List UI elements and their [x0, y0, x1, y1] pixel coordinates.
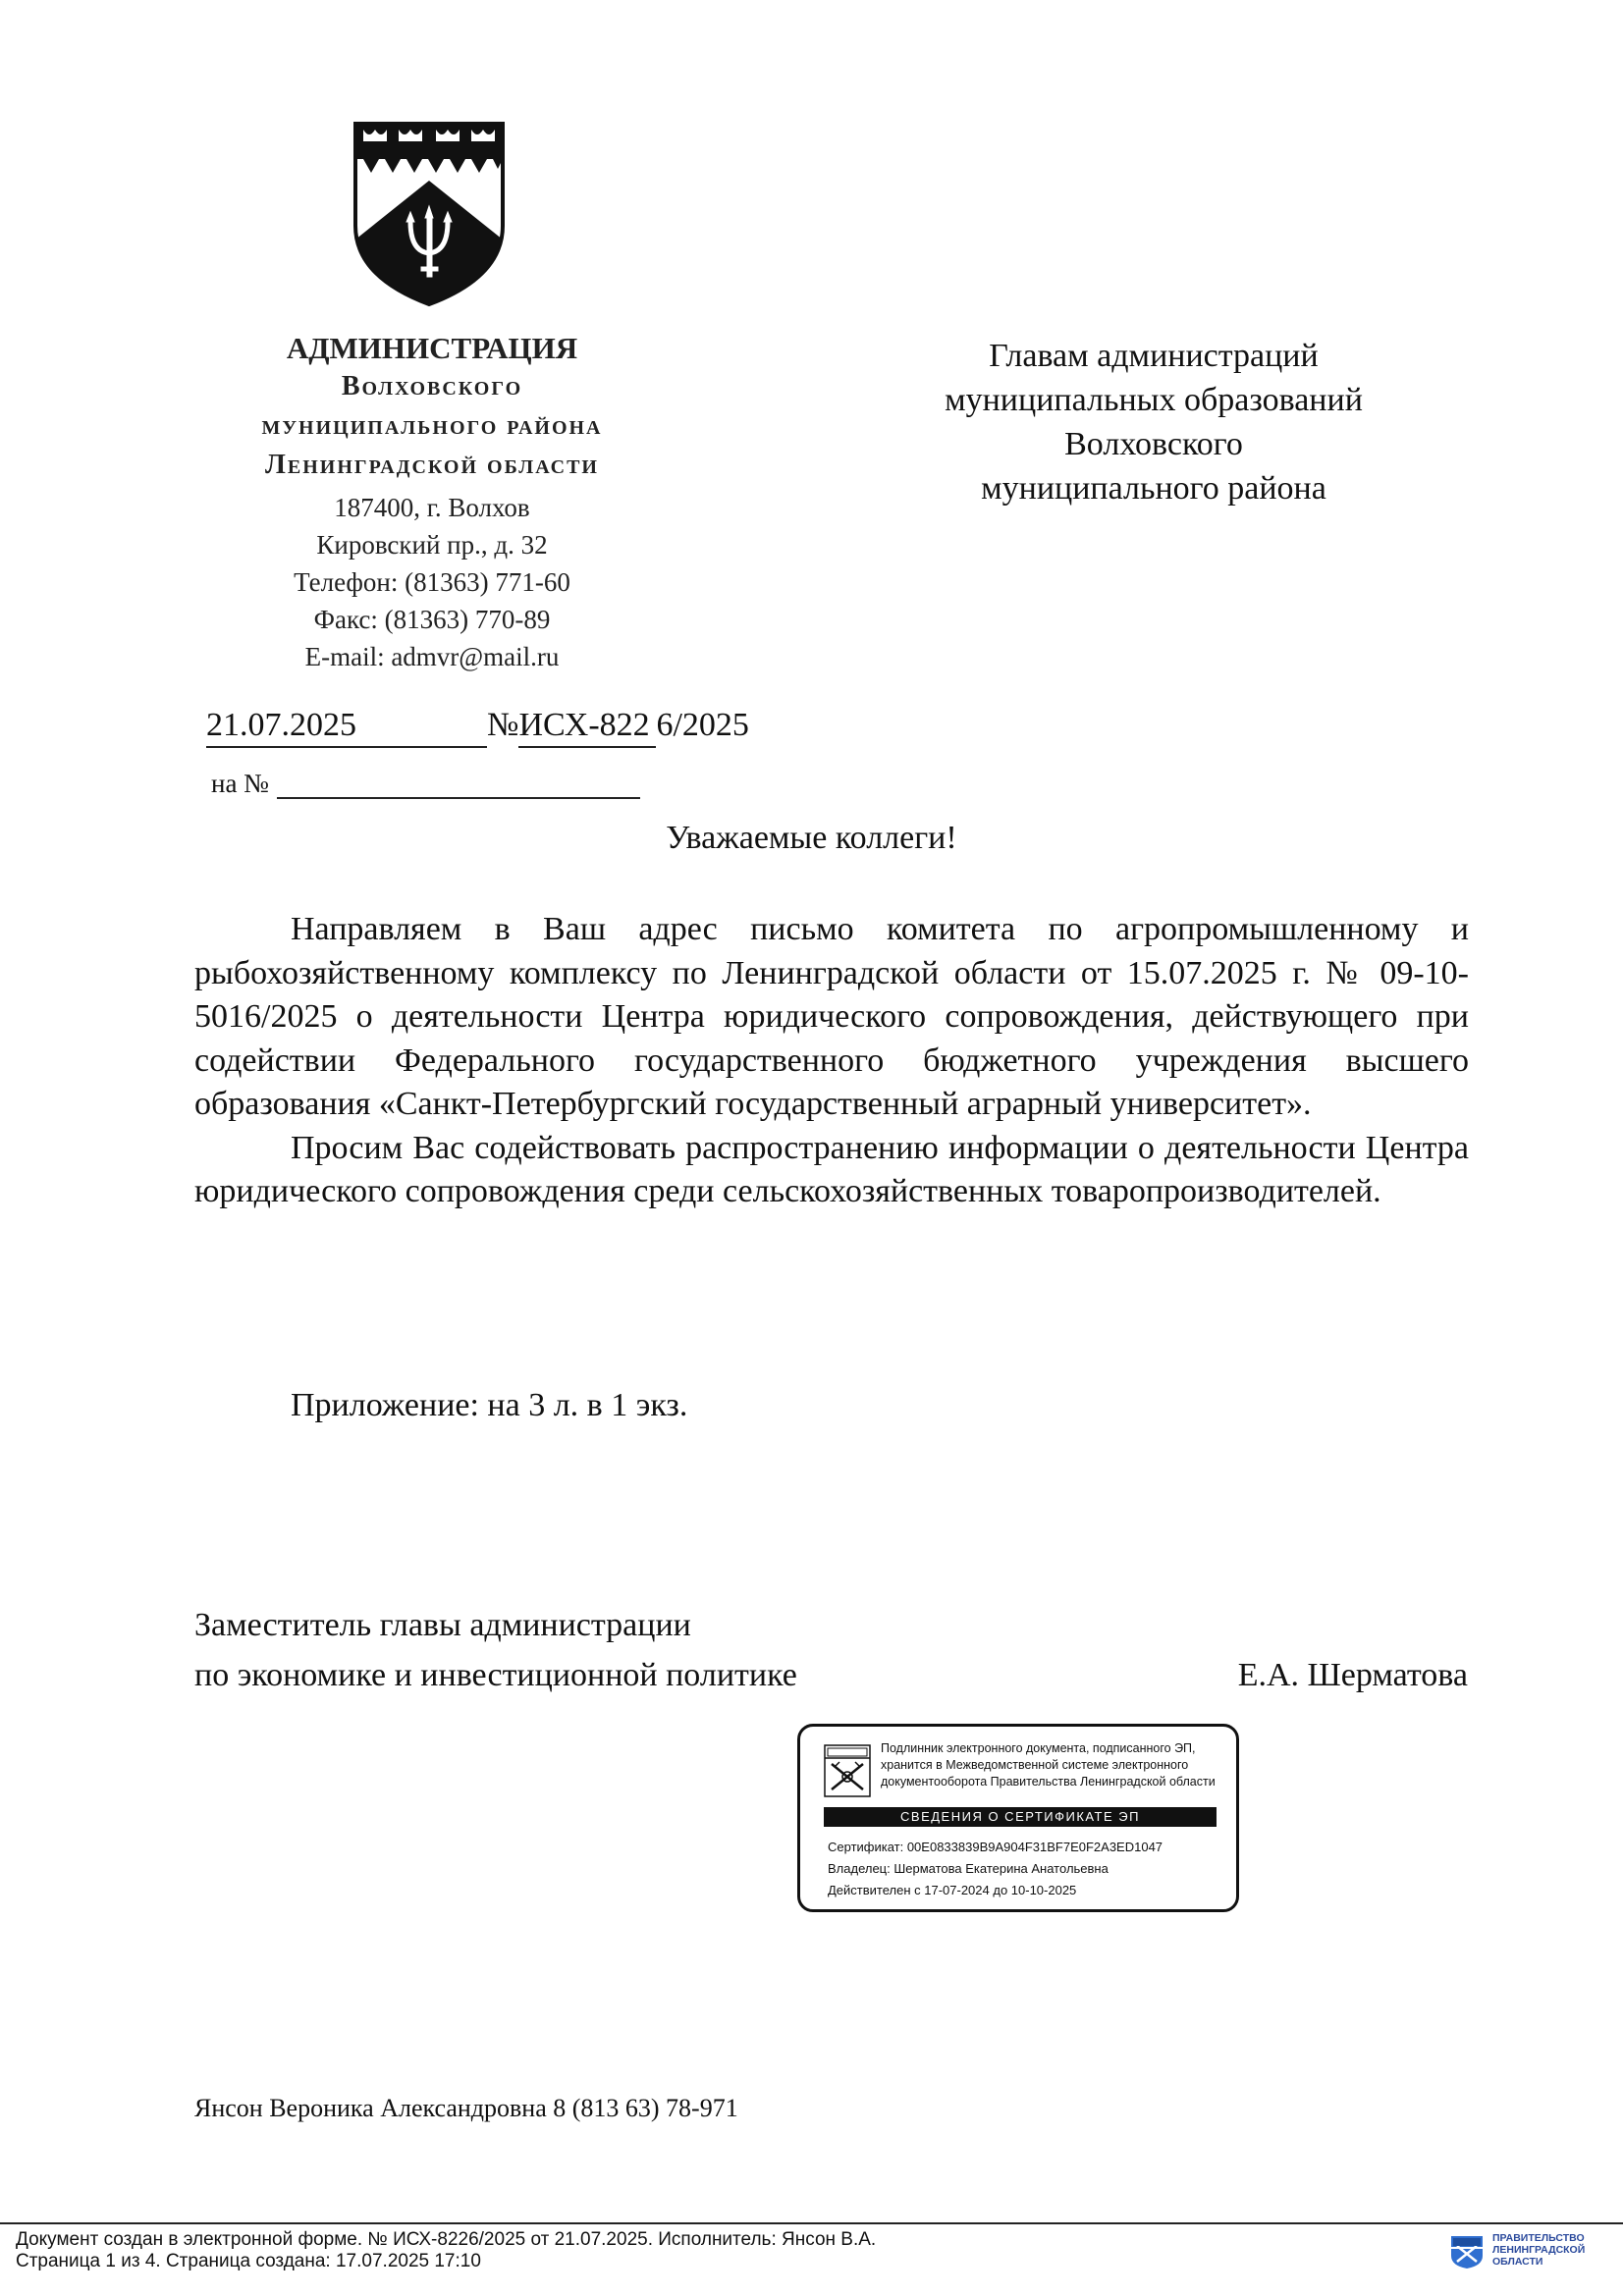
footer-line-1: Документ создан в электронной форме. № ИСХ-8226/2025 от 21.07.2025. Исполнитель: Янсон В.А. — [16, 2229, 877, 2250]
attachment-note: Приложение: на 3 л. в 1 экз. — [291, 1387, 688, 1423]
certificate-number: Сертификат: 00E0833839B9A904F31BF7E0F2A3ED1047 — [828, 1840, 1163, 1854]
reply-label: на № — [211, 769, 269, 798]
organization-name — [177, 330, 687, 485]
number-sign: № — [487, 707, 519, 743]
org-line-3: муниципального района — [261, 410, 603, 441]
body-paragraph: Направляем в Ваш адрес письмо комитета по агропромышленному и рыбохозяйственному комплексу по Ленинградской области от 15.07.2025 г. № 09-10-5016/2025 о деятельности Центра юридического сопровождения, действующего при содействии Федерального государственного бюджетного учреждения высшего образования «Санкт-Петербургский государственный аграрный университет». — [194, 911, 1469, 1122]
footer-line-2: Страница 1 из 4. Страница создана: 17.07.2025 17:10 — [16, 2251, 481, 2271]
reply-reference — [211, 769, 640, 799]
address-street: Кировский пр., д. 32 — [316, 530, 548, 560]
signer-position-line-1: Заместитель главы администрации — [194, 1607, 691, 1643]
address-fax: Факс: (81363) 770-89 — [313, 605, 551, 634]
registration-number-rest: 6/2025 — [656, 707, 749, 743]
e-signature-stamp — [797, 1724, 1239, 1912]
body-paragraph: Просим Вас содействовать распространению информации о деятельности Центра юридического сопровождения среди сельскохозяйственных товаропроизводителей. — [194, 1129, 1469, 1209]
greeting: Уважаемые коллеги! — [666, 820, 957, 856]
recipient-line: муниципального района — [981, 470, 1326, 507]
address-postal: 187400, г. Волхов — [334, 493, 530, 522]
reply-blank-line — [277, 772, 640, 799]
address-phone: Телефон: (81363) 771-60 — [294, 567, 570, 597]
executor-contact: Янсон Вероника Александровна 8 (813 63) 78-971 — [194, 2094, 738, 2122]
registration-date: 21.07.2025 — [206, 707, 487, 748]
volkhov-coat-of-arms-icon — [352, 120, 507, 308]
stamp-original-note: Подлинник электронного документа, подписанного ЭП, хранится в Межведомственной системе электронного документооборота Правительства Ленинградской области — [881, 1741, 1216, 1789]
recipient-line: муниципальных образований — [945, 382, 1363, 418]
organization-address — [177, 489, 687, 675]
org-line-4: Ленинградской области — [265, 450, 599, 480]
registration-line — [206, 707, 749, 748]
stamp-header: СВЕДЕНИЯ О СЕРТИФИКАТЕ ЭП — [824, 1807, 1217, 1827]
recipient-line: Главам администраций — [989, 338, 1319, 374]
org-line-2: Волховского — [341, 371, 523, 401]
recipient-line: Волховского — [1064, 426, 1243, 462]
document-footer — [16, 2229, 876, 2272]
government-name: ПРАВИТЕЛЬСТВО ЛЕНИНГРАДСКОЙ ОБЛАСТИ — [1492, 2232, 1586, 2268]
letter-body — [194, 908, 1469, 1214]
address-email: E-mail: admvr@mail.ru — [304, 642, 560, 671]
leningrad-government-logo-icon — [1449, 2234, 1485, 2269]
registration-number: ИСХ-822 — [518, 707, 656, 748]
certificate-validity: Действителен с 17-07-2024 до 10-10-2025 — [828, 1883, 1077, 1897]
signer-position-line-2: по экономике и инвестиционной политике — [194, 1657, 797, 1693]
certificate-details — [828, 1837, 1230, 1901]
certificate-owner: Владелец: Шерматова Екатерина Анатольевна — [828, 1861, 1109, 1876]
footer-divider — [0, 2222, 1623, 2224]
leningrad-oblast-crest-icon — [824, 1744, 871, 1797]
org-line-1: АДМИНИСТРАЦИЯ — [286, 331, 578, 365]
signer-name: Е.А. Шерматова — [1237, 1657, 1468, 1693]
recipient-block — [864, 334, 1443, 510]
